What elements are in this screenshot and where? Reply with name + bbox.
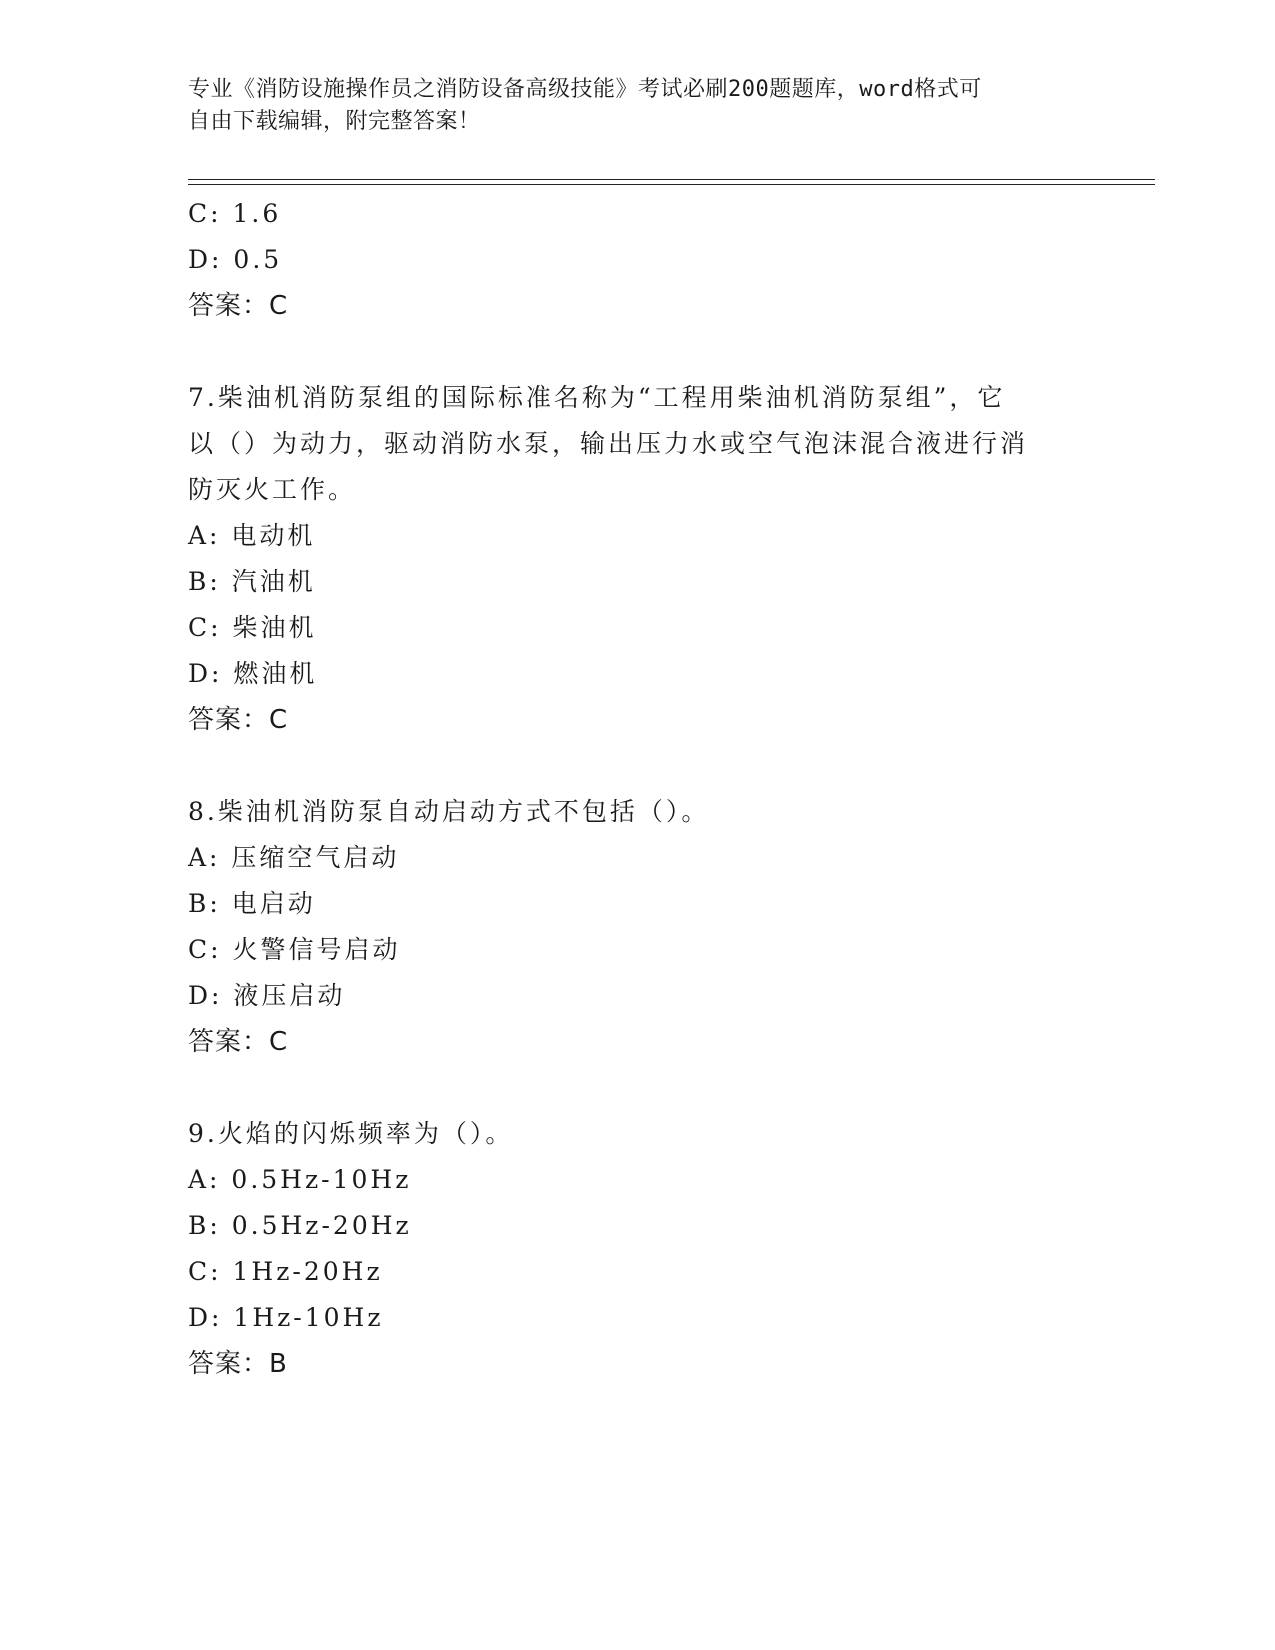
question-9 bbox=[188, 1111, 1068, 1387]
option-d: D: 液压启动 bbox=[188, 981, 346, 1010]
question-7 bbox=[188, 375, 1068, 743]
spacer bbox=[188, 1065, 1068, 1111]
document-header bbox=[188, 74, 1068, 138]
option-c: C: 柴油机 bbox=[188, 613, 317, 642]
header-line-1: 专业《消防设施操作员之消防设备高级技能》考试必刷200题题库，word格式可 bbox=[188, 77, 982, 102]
document-body bbox=[188, 191, 1068, 1387]
option-c: C: 1Hz-20Hz bbox=[188, 1257, 383, 1286]
spacer bbox=[188, 743, 1068, 789]
question-partial bbox=[188, 191, 1068, 329]
question-8 bbox=[188, 789, 1068, 1065]
question-text-line: 以（）为动力，驱动消防水泵，输出压力水或空气泡沫混合液进行消 bbox=[188, 429, 1029, 458]
header-divider-top bbox=[188, 179, 1155, 180]
option-c: C: 火警信号启动 bbox=[188, 935, 401, 964]
option-d: D: 燃油机 bbox=[188, 659, 318, 688]
option-c: C: 1.6 bbox=[188, 199, 282, 228]
header-divider-bottom bbox=[188, 184, 1155, 185]
answer-line: 答案：C bbox=[188, 291, 289, 321]
option-a: A: 压缩空气启动 bbox=[188, 843, 400, 872]
question-text-line: 8.柴油机消防泵自动启动方式不包括（）。 bbox=[188, 797, 710, 826]
option-d: D: 1Hz-10Hz bbox=[188, 1303, 384, 1332]
answer-line: 答案：B bbox=[188, 1349, 288, 1379]
header-line-2: 自由下载编辑，附完整答案！ bbox=[188, 109, 481, 134]
option-b: B: 汽油机 bbox=[188, 567, 316, 596]
answer-line: 答案：C bbox=[188, 705, 289, 735]
answer-line: 答案：C bbox=[188, 1027, 289, 1057]
option-d: D: 0.5 bbox=[188, 245, 283, 274]
option-a: A: 0.5Hz-10Hz bbox=[188, 1165, 412, 1194]
question-text-line: 防灭火工作。 bbox=[188, 475, 357, 504]
question-text-line: 7.柴油机消防泵组的国际标准名称为“工程用柴油机消防泵组”，它 bbox=[188, 383, 1006, 412]
option-b: B: 电启动 bbox=[188, 889, 316, 918]
spacer bbox=[188, 329, 1068, 375]
question-text-line: 9.火焰的闪烁频率为（）。 bbox=[188, 1119, 514, 1148]
option-a: A: 电动机 bbox=[188, 521, 316, 550]
option-b: B: 0.5Hz-20Hz bbox=[188, 1211, 412, 1240]
